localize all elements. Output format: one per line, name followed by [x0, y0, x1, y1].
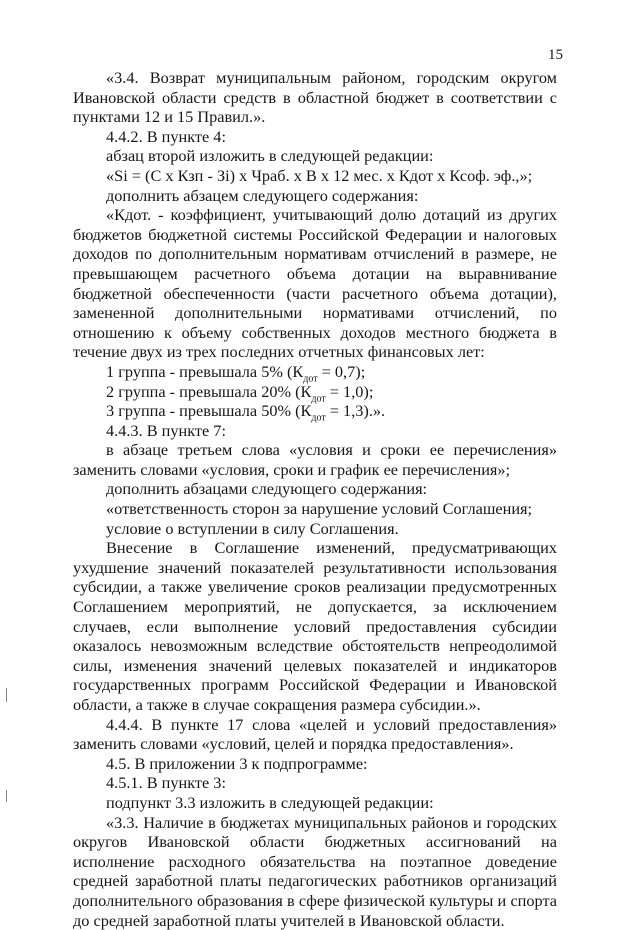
- group-item: 3 группа - превышала 50% $(К_{дот} = 1,3)$.».: [106, 401, 386, 424]
- paragraph: условие о вступлении в силу Соглашения.: [106, 518, 399, 538]
- page-number: 15: [548, 47, 563, 63]
- group-item: 2 группа - превышала 20% $(К_{дот} = 1,0)$;: [106, 381, 374, 404]
- paragraph: «ответственность сторон за нарушение условий Соглашения;: [106, 499, 533, 519]
- paragraph: 4.4.4. В пункте 17 слова «целей и условий предоставления» заменить словами «условий, целей и порядка предоставления».: [73, 714, 557, 754]
- document-body: [73, 68, 557, 930]
- paragraph: «3.3. Наличие в бюджетах муниципальных районов и городских округов Ивановской области бюджетных ассигнований на исполнение расходного обязательства на поэтапное доведение средней заработной платы педагогических работников организаций дополнительного образования в сфере физической культуры и спорта до средней заработной платы учителей в Ивановской области.: [73, 812, 557, 930]
- paragraph: 4.4.2. В пункте 4:: [106, 126, 226, 146]
- formula-paragraph: «Si = (С х Кзп - Зi) х Чраб. х В х 12 мес. х Кдот х Ксоф. эф.,»;: [106, 165, 533, 185]
- paragraph: в абзаце третьем слова «условия и сроки ее перечисления» заменить словами «условия, сроки и график ее перечисления»;: [73, 440, 557, 479]
- paragraph: Внесение в Соглашение изменений, предусматривающих ухудшение значений показателей результативности использования субсидии, а также увеличение сроков реализации предусмотренных Соглашением мероприятий, не допускается, за исключением случаев, если выполнение условий предоставления субсидии оказалось невозможным вследствие обстоятельств непреодолимой силы, изменения значений целевых показателей и индикаторов государственных программ Российской Федерации и Ивановской области, а также в случае сокращения размера субсидии.».: [73, 538, 557, 714]
- paragraph: подпункт 3.3 изложить в следующей редакции:: [106, 792, 434, 812]
- paragraph: дополнить абзацами следующего содержания:: [106, 479, 428, 499]
- paragraph: 4.4.3. В пункте 7:: [106, 420, 226, 440]
- paragraph: абзац второй изложить в следующей редакции:: [106, 146, 434, 166]
- paragraph: 4.5.1. В пункте 3:: [106, 773, 226, 793]
- scan-edge-mark: [6, 688, 7, 702]
- scan-edge-mark: [6, 790, 7, 802]
- paragraph: дополнить абзацем следующего содержания:: [106, 185, 419, 205]
- group-item: 1 группа - превышала 5% $(К_{дот} = 0,7)$;: [106, 361, 366, 385]
- definition-paragraph: «Кдот. - коэффициент, учитывающий долю дотаций из других бюджетов бюджетной системы Российской Федерации и налоговых доходов по дополнительным нормативам отчислений в размере, не превышающем расчетного объема дотации на выравнивание бюджетной обеспеченности (части расчетного объема дотации), замененной дополнительными нормативами отчислений, по отношению к объему собственных доходов местного бюджета в течение двух из трех последних отчетных финансовых лет:: [73, 205, 557, 362]
- paragraph: «3.4. Возврат муниципальным районом, городским округом Ивановской области средств в областной бюджет в соответствии с пунктами 12 и 15 Правил.».: [73, 68, 557, 127]
- paragraph: 4.5. В приложении 3 к подпрограмме:: [106, 753, 368, 773]
